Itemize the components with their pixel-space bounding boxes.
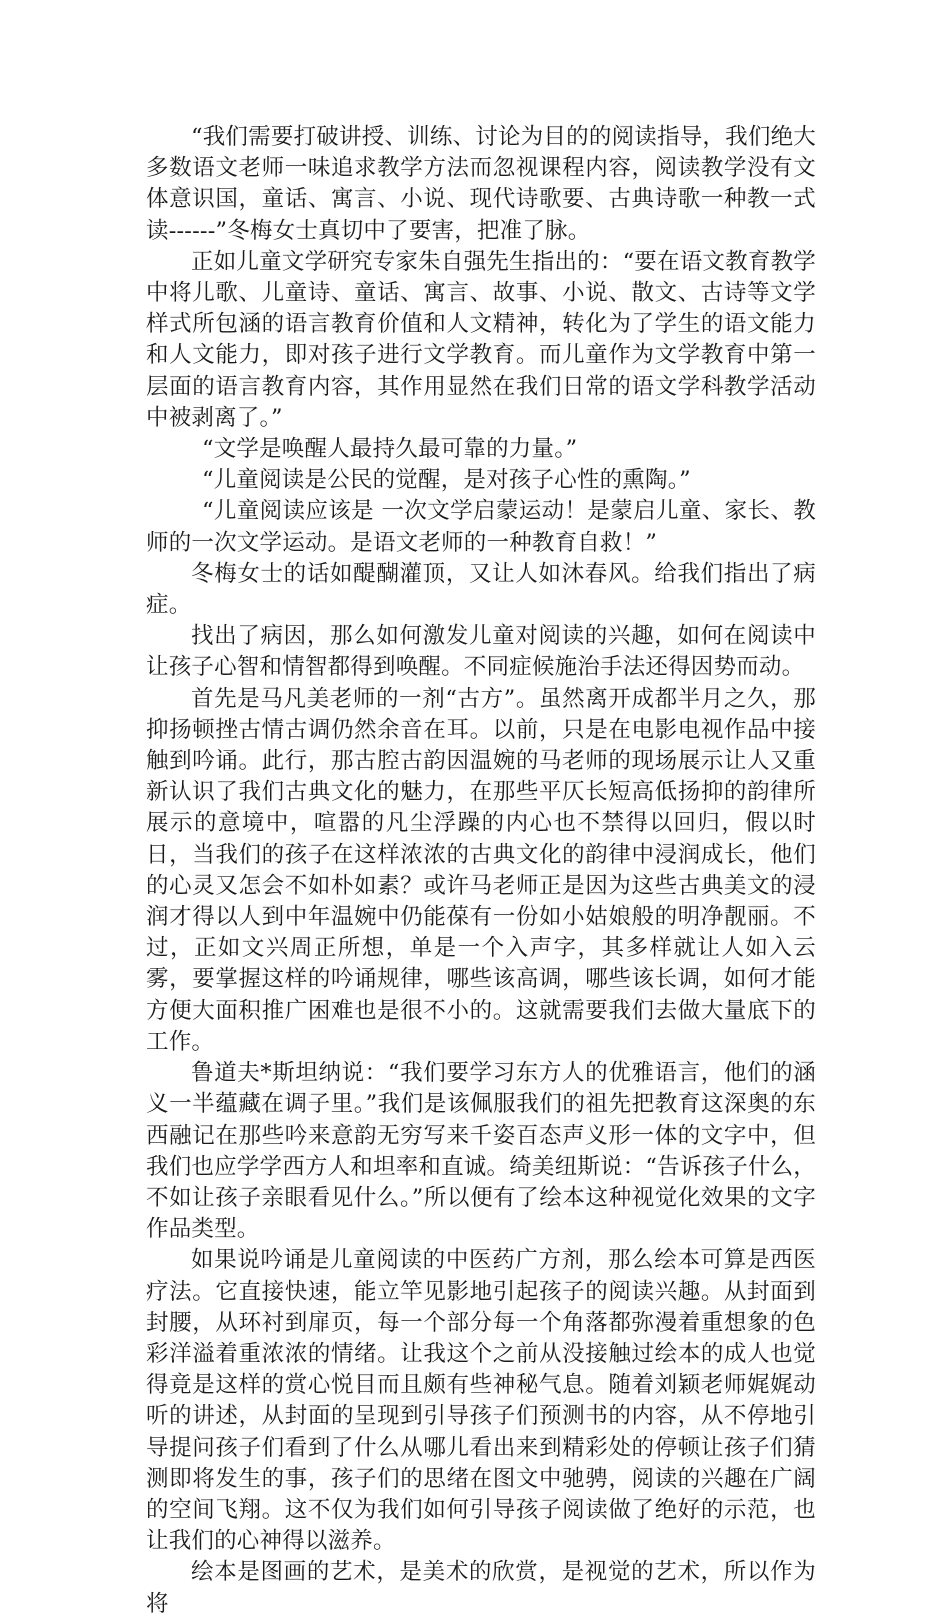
quote-paragraph-1: “文学是唤醒人最持久最可靠的力量。” [202,436,578,463]
paragraph-8: 首先是马凡美老师的一剂“古方”。虽然离开成都半月之久，那抑扬顿挫古情古调仍然余音在耳。以前，只是在电影电视作品中接触到吟诵。此行，那古腔古韵因温婉的马老师的现场展示让人又重新认识了我们古典文化的魅力，在那些平仄长短高低扬抑的韵律所展示的意境中，喧嚣的凡尘浮躁的内心也不禁得以回归，假以时日，当我们的孩子在这样浓浓的古典文化的韵律中浸润成长，他们的心灵又怎会不如朴如素？或许马老师正是因为这些古典美文的浸润才得以人到中年温婉中仍能葆有一份如小姑娘般的明净靓丽。不过，正如文兴周正所想，单是一个入声字，其多样就让人如入云雾，要掌握这样的吟诵规律，哪些该高调，哪些该长调，如何才能方便大面积推广困难也是很不小的。这就需要我们去做大量底下的工作。 [146,685,816,1055]
paragraph-11: 绘本是图画的艺术，是美术的欣赏，是视觉的艺术，所以作为将 [146,1559,816,1617]
paragraph-1: “我们需要打破讲授、训练、讨论为目的的阅读指导，我们绝大多数语文老师一味追求教学方法而忽视课程内容，阅读教学没有文体意识国，童话、寓言、小说、现代诗歌要、古典诗歌一种教一式读------”冬梅女士真切中了要害，把准了脉。 [146,124,816,244]
paragraph-7: 找出了病因，那么如何激发儿童对阅读的兴趣，如何在阅读中让孩子心智和情智都得到唤醒。不同症候施治手法还得因势而动。 [146,623,816,681]
quote-paragraph-2: “儿童阅读是公民的觉醒，是对孩子心性的熏陶。” [202,467,691,494]
paragraph-2: 正如儿童文学研究专家朱自强先生指出的：“要在语文教育教学中将儿歌、儿童诗、童话、寓言、故事、小说、散文、古诗等文学样式所包涵的语言教育价值和人文精神，转化为了学生的语文能力和人文能力，即对孩子进行文学教育。而儿童作为文学教育中第一层面的语言教育内容，其作用显然在我们日常的语文学科教学活动中被剥离了。” [146,248,816,431]
paragraph-6: 冬梅女士的话如醍醐灌顶，又让人如沐春风。给我们指出了病症。 [146,560,816,619]
paragraph-10: 如果说吟诵是儿童阅读的中医药广方剂，那么绘本可算是西医疗法。它直接快速，能立竿见影地引起孩子的阅读兴趣。从封面到封腰，从环衬到扉页，每一个部分每一个角落都弥漫着重想象的色彩洋溢着重浓浓的情绪。让我这个之前从没接触过绘本的成人也觉得竟是这样的赏心悦目而且颇有些神秘气息。随着刘颖老师娓娓动听的讲述，从封面的呈现到引导孩子们预测书的内容，从不停地引导提问孩子们看到了什么从哪儿看出来到精彩处的停顿让孩子们猜测即将发生的事，孩子们的思绪在图文中驰骋，阅读的兴趣在广阔的空间飞翔。这不仅为我们如何引导孩子阅读做了绝好的示范，也让我们的心神得以滋养。 [146,1247,816,1555]
quote-paragraph-3: “儿童阅读应该是 一次文学启蒙运动！是蒙启儿童、家长、教师的一次文学运动。是语文老师的一种教育自救！” [146,498,816,556]
document-body [146,122,816,1620]
paragraph-9: 鲁道夫*斯坦纳说：“我们要学习东方人的优雅语言，他们的涵义一半蕴藏在调子里。”我们是该佩服我们的祖先把教育这深奥的东西融记在那些吟来意韵无穷写来千姿百态声义形一体的文字中，但我们也应学学西方人和坦率和直诚。绮美纽斯说：“告诉孩子什么，不如让孩子亲眼看见什么。”所以便有了绘本这种视觉化效果的文字作品类型。 [146,1060,817,1243]
